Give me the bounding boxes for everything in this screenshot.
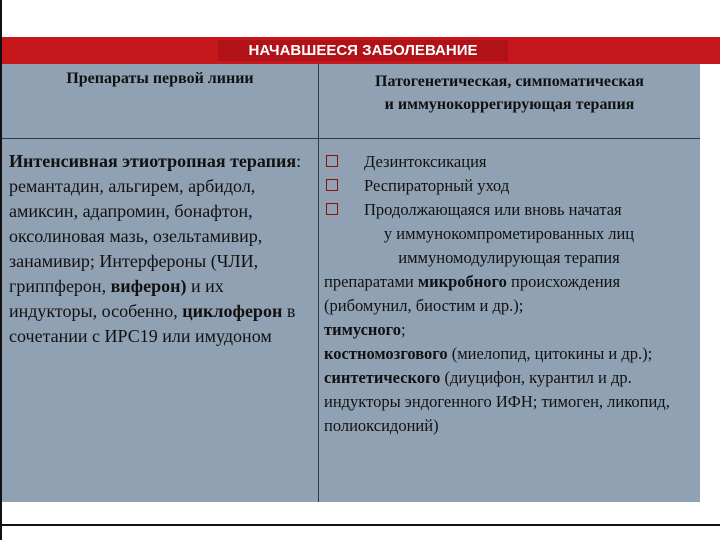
checkbox-bullet-icon: [326, 179, 338, 191]
paragraph-text: (диуцифон, курантил и др. индукторы эндогенного ИФН; тимоген, ликопид, полиоксидоний): [324, 368, 670, 435]
bullet-item: [324, 150, 694, 174]
bullet-item: [324, 174, 694, 198]
thymic-label: тимусного: [324, 320, 402, 339]
microbial-origin-paragraph: [324, 270, 694, 318]
paragraph-text: происхождения (рибомунил, биостим и др.);: [324, 272, 621, 315]
synthetic-label: синтетического: [324, 368, 441, 387]
bullet-text: Дезинтоксикация: [364, 152, 487, 171]
bullet-continuation-2: иммуномодулирующая терапия: [398, 248, 620, 267]
bone-marrow-paragraph: [324, 342, 694, 366]
inductors-text: и их индукторы, особенно,: [9, 276, 224, 321]
paragraph-text: ;: [401, 320, 406, 339]
checkbox-bullet-icon: [326, 155, 338, 167]
bone-marrow-label: костномозгового: [324, 344, 448, 363]
thymic-paragraph: [324, 318, 694, 342]
bullet-item: [324, 198, 694, 222]
header-left-label: Препараты первой линии: [66, 70, 254, 87]
bullet-text: Продолжающаяся или вновь начатая: [364, 200, 622, 219]
bullet-continuation-1: у иммунокомпрометированных лиц: [383, 224, 635, 243]
bottom-border-line: [0, 524, 720, 526]
first-line-drugs-cell: [2, 139, 318, 502]
microbial-label: микробного: [417, 272, 507, 291]
bullet-text: Респираторный уход: [364, 176, 510, 195]
header-first-line-drugs: [2, 64, 318, 138]
synthetic-paragraph: [324, 366, 694, 438]
title-banner: [2, 37, 720, 64]
drug-list-text: : ремантадин, альгирем, арбидол, амиксин, адапромин, бонафтон, оксолиновая мазь, озельтамивир, занамивир; Интерфероны (ЧЛИ, гриппферон,: [9, 151, 302, 296]
paragraph-text: (миелопид, цитокины и др.);: [447, 344, 653, 363]
etiotropic-therapy-label: Интенсивная этиотропная терапия: [9, 151, 297, 171]
pathogenetic-therapy-cell: [319, 139, 700, 502]
therapy-table: [2, 64, 700, 502]
paragraph-text: препаратами: [324, 272, 418, 291]
checkbox-bullet-icon: [326, 203, 338, 215]
combination-text: в сочетании с ИРС19 или имудоном: [9, 301, 296, 346]
header-right-line2: и иммунокоррегирующая терапия: [384, 96, 635, 113]
cycloferon-label: циклоферон: [182, 301, 283, 321]
page-title: НАЧАВШЕЕСЯ ЗАБОЛЕВАНИЕ: [218, 40, 508, 61]
header-right-line1: Патогенетическая, симпоматическая: [375, 73, 644, 90]
header-pathogenetic-therapy: [319, 64, 700, 138]
viferon-label: виферон): [110, 276, 187, 296]
